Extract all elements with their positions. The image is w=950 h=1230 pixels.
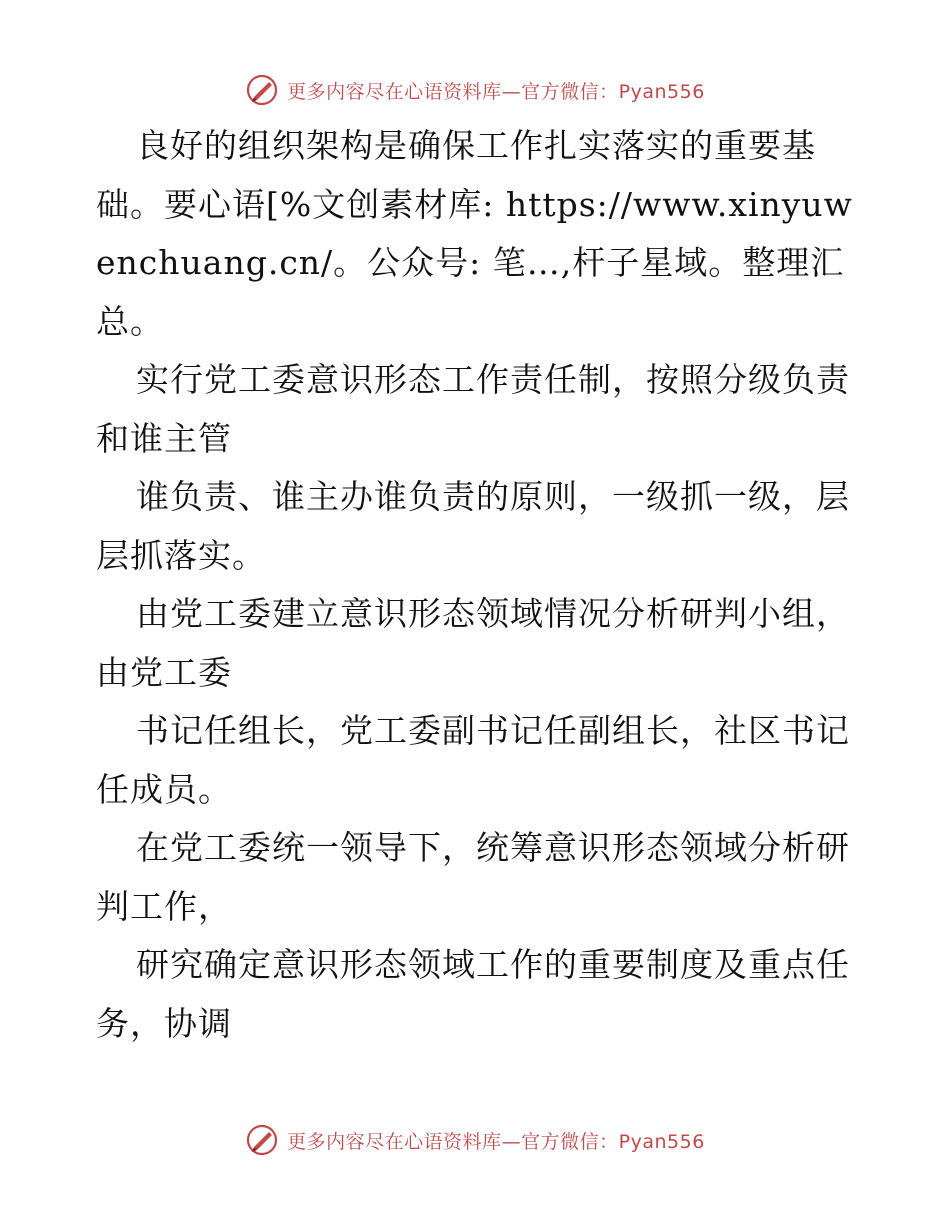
paragraph: 研究确定意识形态领域工作的重要制度及重点任务，协调 <box>96 945 850 1043</box>
paragraph: 良好的组织架构是确保工作扎实落实的重要基础。要心语[%文创素材库: https://www.xinyuwenchuang.cn/。公众号: 笔…,杆子星域。整理汇总。 <box>96 126 853 341</box>
pen-logo-icon <box>245 73 279 107</box>
paragraph: 实行党工委意识形态工作责任制，按照分级负责和谁主管 <box>96 360 850 458</box>
header-banner <box>0 70 950 110</box>
footer-banner-text: 更多内容尽在心语资料库—官方微信：Pyan556 <box>287 1130 705 1153</box>
paragraph: 书记任组长，党工委副书记任副组长，社区书记任成员。 <box>96 711 850 809</box>
footer-banner <box>0 1120 950 1160</box>
paragraph: 在党工委统一领导下，统筹意识形态领域分析研判工作， <box>96 828 850 926</box>
document-body <box>96 117 856 1053</box>
paragraph: 由党工委建立意识形态领域情况分析研判小组，由党工委 <box>96 594 850 692</box>
paragraph: 谁负责、谁主办谁负责的原则，一级抓一级，层层抓落实。 <box>96 477 850 575</box>
header-banner-text: 更多内容尽在心语资料库—官方微信：Pyan556 <box>287 80 705 103</box>
pen-logo-icon <box>245 1123 279 1157</box>
